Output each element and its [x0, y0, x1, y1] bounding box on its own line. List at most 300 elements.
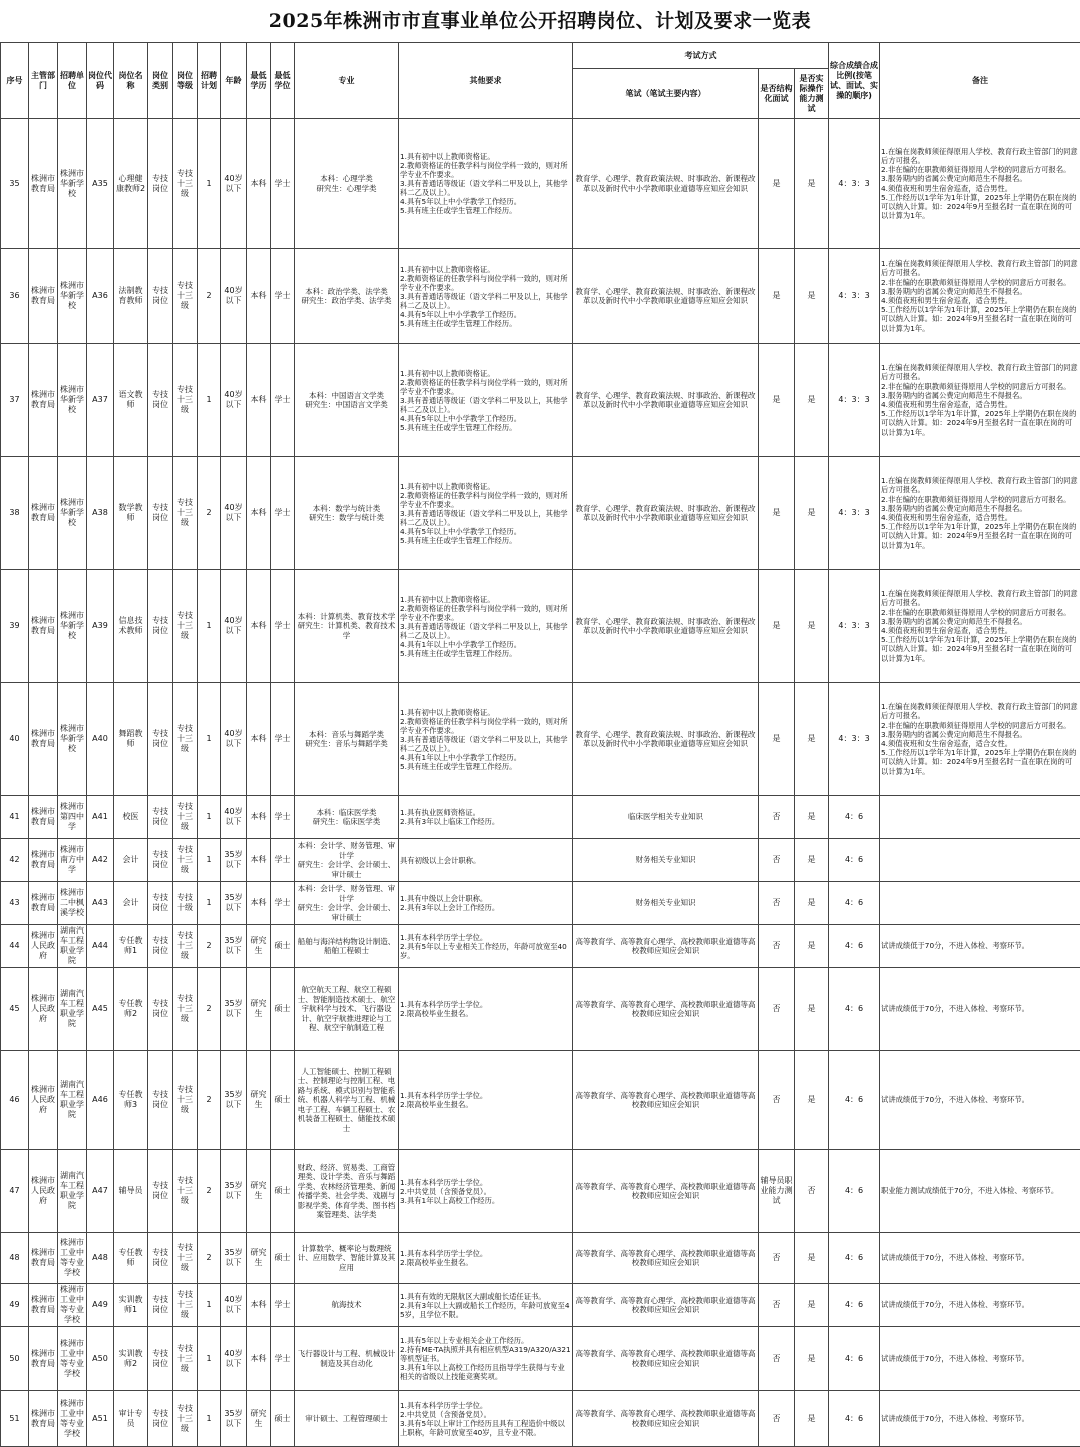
cell-unit: 株洲市华新学校	[58, 119, 87, 249]
cell-other	[399, 570, 573, 683]
cell-written: 高等教育学、高等教育心理学、高校教师职业道德等高校教师应知应会知识	[573, 1284, 759, 1327]
cell-edu: 本科	[247, 457, 271, 570]
cell-category: 专技岗位	[148, 457, 173, 570]
cell-level: 专技十三级	[173, 1327, 198, 1391]
major-line: 研究生：计算机类、教育技术学	[297, 621, 396, 640]
cell-post: 会计	[114, 882, 148, 925]
major-line: 研究生：音乐与舞蹈学类	[305, 739, 388, 748]
major-line: 审计硕士、工程管理硕士	[305, 1413, 388, 1423]
cell-post: 专任教师1	[114, 925, 148, 968]
cell-edu: 本科	[247, 119, 271, 249]
major-line: 研究生：政治学类、法学类	[301, 296, 392, 305]
cell-degree: 硕士	[271, 1150, 295, 1233]
remarks-line: 试讲成绩低于70分，不进入体检、考察环节。	[881, 941, 1029, 951]
cell-unit: 湖南汽车工程职业学院	[58, 1150, 87, 1233]
other-line: 1.具有本科学历学士学位。	[400, 932, 488, 942]
cell-dept: 株洲市人民政府	[29, 1051, 58, 1150]
cell-code: A45	[87, 968, 114, 1051]
remarks-line: 4.须值夜班和男生宿舍巡查，适合男性。	[881, 626, 1013, 635]
cell-code: A46	[87, 1051, 114, 1150]
cell-practical: 是	[795, 839, 829, 882]
cell-written: 高等教育学、高等教育心理学、高校教师职业道德等高校教师应知应会知识	[573, 1327, 759, 1391]
cell-ratio: 4：6	[829, 1327, 880, 1391]
cell-edu: 研究生	[247, 1051, 271, 1150]
cell-major	[295, 1150, 399, 1233]
cell-dept: 株洲市教育局	[29, 570, 58, 683]
cell-unit: 株洲市华新学校	[58, 570, 87, 683]
cell-other	[399, 925, 573, 968]
cell-plan: 1	[198, 1391, 221, 1447]
cell-remarks	[880, 1051, 1080, 1150]
cell-level: 专技十三级	[173, 796, 198, 839]
cell-level: 专技十三级	[173, 1150, 198, 1233]
other-line: 1.具有本科学历学士学位。	[400, 1000, 488, 1009]
cell-major	[295, 683, 399, 796]
cell-post: 会计	[114, 839, 148, 882]
cell-post: 专任教师	[114, 1233, 148, 1284]
other-line: 3.具有普通话等级证（语文学科二甲及以上，其他学科二乙及以上）。	[400, 621, 568, 640]
cell-degree: 学士	[271, 570, 295, 683]
cell-category: 专技岗位	[148, 570, 173, 683]
cell-plan: 1	[198, 683, 221, 796]
table-row	[1, 796, 1080, 839]
major-line: 研究生：数学与统计类	[309, 513, 384, 522]
cell-remarks	[880, 249, 1080, 344]
other-line: 2.教师资格证的任教学科与岗位学科一致的，则对所学专业不作要求。	[400, 603, 568, 622]
other-line: 2.中共党员（含预备党员）。	[400, 1409, 491, 1419]
cell-edu: 研究生	[247, 1150, 271, 1233]
cell-seq: 36	[1, 249, 29, 344]
cell-interview: 否	[759, 1284, 795, 1327]
cell-major	[295, 1327, 399, 1391]
table-row	[1, 344, 1080, 457]
remarks-line: 试讲成绩低于70分，不进入体检、考察环节。	[881, 1004, 1029, 1014]
cell-unit: 株洲市工业中等专业学校	[58, 1327, 87, 1391]
other-line: 1.具有有效的无限航区大副或船长适任证书。	[400, 1291, 546, 1301]
cell-seq: 51	[1, 1391, 29, 1447]
remarks-line: 4.须值夜班和男生宿舍巡查，适合男性。	[881, 513, 1013, 522]
cell-written: 财务相关专业知识	[573, 882, 759, 925]
cell-other	[399, 1150, 573, 1233]
cell-edu: 研究生	[247, 925, 271, 968]
cell-category: 专技岗位	[148, 1051, 173, 1150]
remarks-line: 4.须值夜班和男生宿舍巡查，适合男性。	[881, 296, 1013, 305]
table-row	[1, 839, 1080, 882]
cell-ratio: 4：6	[829, 882, 880, 925]
cell-code: A35	[87, 119, 114, 249]
cell-ratio: 4：6	[829, 1391, 880, 1447]
cell-ratio: 4：3：3	[829, 457, 880, 570]
major-line: 研究生：会计学、会计硕士、审计硕士	[297, 860, 396, 879]
cell-interview: 否	[759, 1051, 795, 1150]
cell-seq: 38	[1, 457, 29, 570]
cell-ratio: 4：3：3	[829, 249, 880, 344]
cell-post: 心理健康教师2	[114, 119, 148, 249]
cell-code: A43	[87, 882, 114, 925]
other-line: 1.具有执业医师资格证。	[400, 808, 480, 817]
cell-level: 专技十三级	[173, 683, 198, 796]
cell-major	[295, 882, 399, 925]
cell-code: A48	[87, 1233, 114, 1284]
header-ratio: 综合成绩合成比例(按笔试、面试、实操的顺序)	[829, 43, 880, 119]
remarks-line: 1.在编在岗教师须征得原用人学校、教育行政主管部门的同意后方可报名。	[881, 702, 1078, 721]
cell-category: 专技岗位	[148, 344, 173, 457]
other-line: 2.具有3年以上大副或船长工作经历，年龄可放宽至45岁，且学位不限。	[400, 1300, 570, 1319]
cell-major	[295, 1391, 399, 1447]
other-line: 2.中共党员（含预备党员）。	[400, 1186, 491, 1196]
cell-age: 40岁以下	[221, 344, 247, 457]
header-code: 岗位代码	[87, 43, 114, 119]
remarks-line: 2.非在编的在职教师须征得原用人学校的同意后方可报名。	[881, 277, 1071, 287]
cell-interview: 是	[759, 570, 795, 683]
cell-plan: 1	[198, 1327, 221, 1391]
cell-plan: 2	[198, 1051, 221, 1150]
cell-category: 专技岗位	[148, 1150, 173, 1233]
other-line: 4.具有5年以上中小学教学工作经历。	[400, 526, 522, 536]
cell-age: 35岁以下	[221, 1051, 247, 1150]
cell-age: 40岁以下	[221, 570, 247, 683]
other-line: 4.具有5年以上中小学教学工作经历。	[400, 413, 522, 423]
cell-ratio: 4：6	[829, 1150, 880, 1233]
cell-post: 实训教师2	[114, 1327, 148, 1391]
cell-code: A37	[87, 344, 114, 457]
cell-code: A39	[87, 570, 114, 683]
cell-interview: 否	[759, 1391, 795, 1447]
cell-dept: 株洲市教育局	[29, 457, 58, 570]
other-line: 2.限高校毕业生报名。	[400, 1258, 473, 1267]
cell-major	[295, 1284, 399, 1327]
cell-post: 法制教育教师	[114, 249, 148, 344]
table-row	[1, 683, 1080, 796]
cell-dept: 株洲市人民政府	[29, 968, 58, 1051]
cell-category: 专技岗位	[148, 1327, 173, 1391]
header-post: 岗位名称	[114, 43, 148, 119]
remarks-line: 5.工作经历以1学年为1年计算，2025年上学期仍在职在岗的可以纳入计算。如：2024年9月至报名时一直在职在岗的可以计算为1年。	[881, 522, 1077, 550]
cell-category: 专技岗位	[148, 249, 173, 344]
other-line: 3.具有1年以上高校工作经历且指导学生获得与专业相关的省级以上技能竞赛奖项。	[400, 1363, 565, 1381]
cell-degree: 硕士	[271, 1051, 295, 1150]
other-line: 1.具有初中以上教师资格证。	[400, 264, 495, 274]
cell-category: 专技岗位	[148, 882, 173, 925]
cell-degree: 学士	[271, 839, 295, 882]
table-row	[1, 1233, 1080, 1284]
cell-seq: 47	[1, 1150, 29, 1233]
cell-seq: 43	[1, 882, 29, 925]
cell-age: 40岁以下	[221, 1327, 247, 1391]
table-row	[1, 1391, 1080, 1447]
cell-remarks	[880, 119, 1080, 249]
cell-category: 专技岗位	[148, 796, 173, 839]
other-line: 5.具有班主任或学生管理工作经历。	[400, 422, 517, 432]
header-practical: 是否实际操作能力测试	[795, 69, 829, 119]
cell-seq: 41	[1, 796, 29, 839]
cell-code: A50	[87, 1327, 114, 1391]
cell-degree: 硕士	[271, 1233, 295, 1284]
other-line: 具有初级以上会计职称。	[400, 855, 481, 865]
major-line: 本科：计算机类、教育技术学	[297, 611, 396, 621]
major-line: 本科：会计学、财务管理、审计学	[297, 884, 396, 903]
other-line: 1.具有本科学历学士学位。	[400, 1177, 488, 1187]
cell-practical: 是	[795, 925, 829, 968]
table-row	[1, 882, 1080, 925]
cell-written: 教育学、心理学、教育政策法规、时事政治、新课程改革以及新时代中小学教师职业道德等应知应会知识	[573, 119, 759, 249]
remarks-line: 2.非在编的在职教师须征得原用人学校的同意后方可报名。	[881, 720, 1071, 730]
cell-unit: 株洲市工业中等专业学校	[58, 1284, 87, 1327]
header-remarks: 备注	[880, 43, 1080, 119]
cell-age: 40岁以下	[221, 249, 247, 344]
cell-degree: 学士	[271, 344, 295, 457]
cell-age: 35岁以下	[221, 968, 247, 1051]
cell-age: 35岁以下	[221, 1233, 247, 1284]
cell-other	[399, 1391, 573, 1447]
cell-edu: 研究生	[247, 968, 271, 1051]
other-line: 3.具有普通话等级证（语文学科二甲及以上，其他学科二乙及以上）。	[400, 179, 568, 197]
cell-degree: 学士	[271, 1327, 295, 1391]
cell-ratio: 4：3：3	[829, 570, 880, 683]
major-line: 人工智能硕士、控制工程硕士、控制理论与控制工程、电路与系统、模式识别与智能系统、机器人科学与工程、机械电子工程、车辆工程硕士、农机装备工程硕士、储能技术硕士	[297, 1066, 396, 1133]
cell-unit: 株洲市南方中学	[58, 839, 87, 882]
table-row	[1, 570, 1080, 683]
cell-written: 临床医学相关专业知识	[573, 796, 759, 839]
cell-major	[295, 249, 399, 344]
cell-edu: 本科	[247, 796, 271, 839]
other-line: 5.具有班主任或学生管理工作经历。	[400, 535, 517, 545]
other-line: 2.具有5年以上专业相关工作经历，年龄可放宽至40岁。	[400, 941, 567, 960]
major-line: 财政、经济、贸易类、工商管理类、设计学类、音乐与舞蹈学类、农林经济管理类、新闻传播学类、社会学类、戏剧与影视学类、体育学类、图书档案管理类、法学类	[297, 1162, 396, 1219]
cell-written: 教育学、心理学、教育政策法规、时事政治、新课程改革以及新时代中小学教师职业道德等应知应会知识	[573, 249, 759, 344]
cell-code: A36	[87, 249, 114, 344]
other-line: 1.具有中级以上会计职称。	[400, 894, 488, 903]
cell-remarks	[880, 344, 1080, 457]
cell-practical: 是	[795, 1327, 829, 1391]
cell-category: 专技岗位	[148, 1284, 173, 1327]
cell-seq: 35	[1, 119, 29, 249]
cell-age: 35岁以下	[221, 1391, 247, 1447]
cell-other	[399, 249, 573, 344]
cell-ratio: 4：3：3	[829, 119, 880, 249]
header-dept: 主管部门	[29, 43, 58, 119]
cell-degree: 学士	[271, 119, 295, 249]
cell-unit: 株洲市华新学校	[58, 249, 87, 344]
cell-remarks	[880, 683, 1080, 796]
remarks-line: 2.非在编的在职教师须征得原用人学校的同意后方可报名。	[881, 607, 1071, 617]
other-line: 2.教师资格证的任教学科与岗位学科一致的，则对所学专业不作要求。	[400, 273, 568, 292]
cell-interview: 否	[759, 1233, 795, 1284]
cell-seq: 40	[1, 683, 29, 796]
cell-remarks	[880, 925, 1080, 968]
cell-category: 专技岗位	[148, 968, 173, 1051]
cell-level: 专技十三级	[173, 925, 198, 968]
remarks-line: 4.须值夜班和男生宿舍巡查，适合男性。	[881, 400, 1013, 409]
cell-remarks	[880, 1327, 1080, 1391]
cell-practical: 是	[795, 570, 829, 683]
remarks-line: 试讲成绩低于70分，不进入体检、考察环节。	[881, 1095, 1029, 1105]
cell-plan: 1	[198, 882, 221, 925]
cell-plan: 1	[198, 570, 221, 683]
table-row	[1, 925, 1080, 968]
cell-code: A47	[87, 1150, 114, 1233]
cell-dept: 株洲市教育局	[29, 882, 58, 925]
cell-other	[399, 1284, 573, 1327]
cell-age: 40岁以下	[221, 796, 247, 839]
cell-level: 专技十三级	[173, 1233, 198, 1284]
cell-remarks	[880, 796, 1080, 839]
cell-age: 40岁以下	[221, 457, 247, 570]
cell-written: 高等教育学、高等教育心理学、高校教师职业道德等高校教师应知应会知识	[573, 1051, 759, 1150]
remarks-line: 5.工作经历以1学年为1年计算，2025年上学期仍在职在岗的可以纳入计算。如：2024年9月至报名时一直在职在岗的可以计算为1年。	[881, 409, 1077, 437]
cell-level: 专技十三级	[173, 1391, 198, 1447]
cell-post: 舞蹈教师	[114, 683, 148, 796]
remarks-line: 3.服务期内的省属公费定向师范生不得报名。	[881, 616, 1027, 626]
cell-other	[399, 344, 573, 457]
other-line: 3.具有普通话等级证（语文学科二甲及以上，其他学科二乙及以上）。	[400, 395, 568, 414]
cell-level: 专技十三级	[173, 1051, 198, 1150]
cell-ratio: 4：6	[829, 796, 880, 839]
cell-post: 数学教师	[114, 457, 148, 570]
cell-practical: 是	[795, 796, 829, 839]
cell-major	[295, 457, 399, 570]
cell-age: 35岁以下	[221, 1150, 247, 1233]
cell-dept: 株洲市人民政府	[29, 925, 58, 968]
cell-practical: 是	[795, 968, 829, 1051]
major-line: 计算数学、概率论与数理统计、应用数学、智能计算及其应用	[297, 1243, 396, 1272]
header-age: 年龄	[221, 43, 247, 119]
cell-dept: 株洲市教育局	[29, 119, 58, 249]
cell-edu: 本科	[247, 683, 271, 796]
other-line: 5.具有班主任或学生管理工作经历。	[400, 761, 517, 771]
other-line: 1.具有初中以上教师资格证。	[400, 707, 495, 717]
cell-seq: 37	[1, 344, 29, 457]
cell-code: A41	[87, 796, 114, 839]
cell-edu: 本科	[247, 1284, 271, 1327]
other-line: 3.具有普通话等级证（语文学科二甲及以上，其他学科二乙及以上）。	[400, 508, 568, 527]
header-category: 岗位类别	[148, 43, 173, 119]
cell-dept: 株洲市教育局	[29, 1233, 58, 1284]
cell-other	[399, 1327, 573, 1391]
table-row	[1, 968, 1080, 1051]
cell-interview: 否	[759, 925, 795, 968]
remarks-line: 1.在编在岗教师须征得原用人学校、教育行政主管部门的同意后方可报名。	[881, 259, 1078, 278]
table-row	[1, 457, 1080, 570]
major-line: 本科：中国语言文学类	[309, 390, 384, 400]
other-line: 2.具有3年以上临床工作经历。	[400, 817, 500, 826]
major-line: 航海技术	[331, 1300, 362, 1310]
cell-edu: 本科	[247, 249, 271, 344]
cell-major	[295, 344, 399, 457]
cell-practical: 是	[795, 1284, 829, 1327]
cell-post: 信息技术教师	[114, 570, 148, 683]
cell-category: 专技岗位	[148, 119, 173, 249]
cell-other	[399, 882, 573, 925]
remarks-line: 试讲成绩低于70分，不进入体检、考察环节。	[881, 1300, 1029, 1310]
cell-category: 专技岗位	[148, 683, 173, 796]
cell-edu: 本科	[247, 839, 271, 882]
other-line: 1.具有初中以上教师资格证。	[400, 481, 495, 491]
cell-remarks	[880, 1284, 1080, 1327]
remarks-line: 3.服务期内的省属公费定向师范生不得报名。	[881, 174, 1027, 184]
cell-written: 教育学、心理学、教育政策法规、时事政治、新课程改革以及新时代中小学教师职业道德等应知应会知识	[573, 344, 759, 457]
other-line: 2.持有ME-TA执照并具有相应机型A319/A320/A321等机型证书。	[400, 1345, 571, 1363]
cell-unit: 株洲市工业中等专业学校	[58, 1391, 87, 1447]
remarks-line: 1.在编在岗教师须征得原用人学校、教育行政主管部门的同意后方可报名。	[881, 363, 1078, 382]
cell-dept: 株洲市教育局	[29, 796, 58, 839]
cell-major	[295, 570, 399, 683]
cell-plan: 2	[198, 249, 221, 344]
cell-other	[399, 968, 573, 1051]
cell-other	[399, 1233, 573, 1284]
other-line: 2.限高校毕业生报名。	[400, 1009, 473, 1018]
cell-remarks	[880, 1150, 1080, 1233]
remarks-line: 3.服务期内的省属公费定向师范生不得报名。	[881, 286, 1027, 296]
cell-plan: 2	[198, 925, 221, 968]
cell-written: 高等教育学、高等教育心理学、高校教师职业道德等高校教师应知应会知识	[573, 968, 759, 1051]
remarks-line: 2.非在编的在职教师须征得原用人学校的同意后方可报名。	[881, 494, 1071, 504]
remarks-line: 5.工作经历以1学年为1年计算，2025年上学期仍在职在岗的可以纳入计算。如：2024年9月至报名时一直在职在岗的可以计算为1年。	[881, 635, 1077, 663]
table-row	[1, 1150, 1080, 1233]
cell-other	[399, 1051, 573, 1150]
remarks-line: 2.非在编的在职教师须征得原用人学校的同意后方可报名。	[881, 165, 1071, 175]
major-line: 本科：政治学类、法学类	[305, 286, 388, 296]
cell-unit: 株洲市华新学校	[58, 683, 87, 796]
major-line: 研究生：临床医学类	[312, 817, 381, 826]
other-line: 2.教师资格证的任教学科与岗位学科一致的，则对所学专业不作要求。	[400, 161, 568, 179]
cell-major	[295, 119, 399, 249]
cell-practical: 是	[795, 882, 829, 925]
cell-unit: 株洲市工业中等专业学校	[58, 1233, 87, 1284]
cell-plan: 1	[198, 344, 221, 457]
cell-degree: 硕士	[271, 968, 295, 1051]
cell-written: 高等教育学、高等教育心理学、高校教师职业道德等高校教师应知应会知识	[573, 1150, 759, 1233]
header-major: 专业	[295, 43, 399, 119]
other-line: 2.具有3年以上会计工作经历。	[400, 903, 500, 912]
cell-age: 40岁以下	[221, 119, 247, 249]
cell-practical: 是	[795, 1233, 829, 1284]
major-line: 飞行器设计与工程、机械设计制造及其自动化	[297, 1349, 396, 1368]
cell-level: 专技十三级	[173, 457, 198, 570]
remarks-line: 试讲成绩低于70分，不进入体检、考察环节。	[881, 1353, 1029, 1363]
cell-written: 高等教育学、高等教育心理学、高校教师职业道德等高校教师应知应会知识	[573, 925, 759, 968]
header-degree: 最低学位	[271, 43, 295, 119]
cell-interview: 否	[759, 839, 795, 882]
header-written: 笔试（笔试主要内容）	[573, 69, 759, 119]
other-line: 2.限高校毕业生报名。	[400, 1100, 473, 1109]
cell-practical: 是	[795, 457, 829, 570]
cell-dept: 株洲市教育局	[29, 1391, 58, 1447]
cell-unit: 湖南汽车工程职业学院	[58, 968, 87, 1051]
remarks-line: 3.服务期内的省属公费定向师范生不得报名。	[881, 503, 1027, 513]
cell-unit: 株洲市第四中学	[58, 796, 87, 839]
header-plan: 招聘计划	[198, 43, 221, 119]
cell-major	[295, 968, 399, 1051]
cell-other	[399, 683, 573, 796]
table-row	[1, 249, 1080, 344]
cell-ratio: 4：6	[829, 925, 880, 968]
other-line: 1.具有本科学历学士学位。	[400, 1091, 488, 1100]
cell-interview: 是	[759, 683, 795, 796]
cell-interview: 是	[759, 249, 795, 344]
other-line: 1.具有本科学历学士学位。	[400, 1400, 488, 1410]
cell-degree: 学士	[271, 1284, 295, 1327]
cell-unit: 株洲市华新学校	[58, 344, 87, 457]
cell-category: 专技岗位	[148, 1233, 173, 1284]
cell-interview: 否	[759, 968, 795, 1051]
cell-degree: 学士	[271, 882, 295, 925]
cell-degree: 学士	[271, 457, 295, 570]
cell-ratio: 4：6	[829, 1233, 880, 1284]
other-line: 3.具有普通话等级证（语文学科二甲及以上，其他学科二乙及以上）。	[400, 734, 568, 753]
cell-remarks	[880, 839, 1080, 882]
cell-level: 专技十三级	[173, 344, 198, 457]
